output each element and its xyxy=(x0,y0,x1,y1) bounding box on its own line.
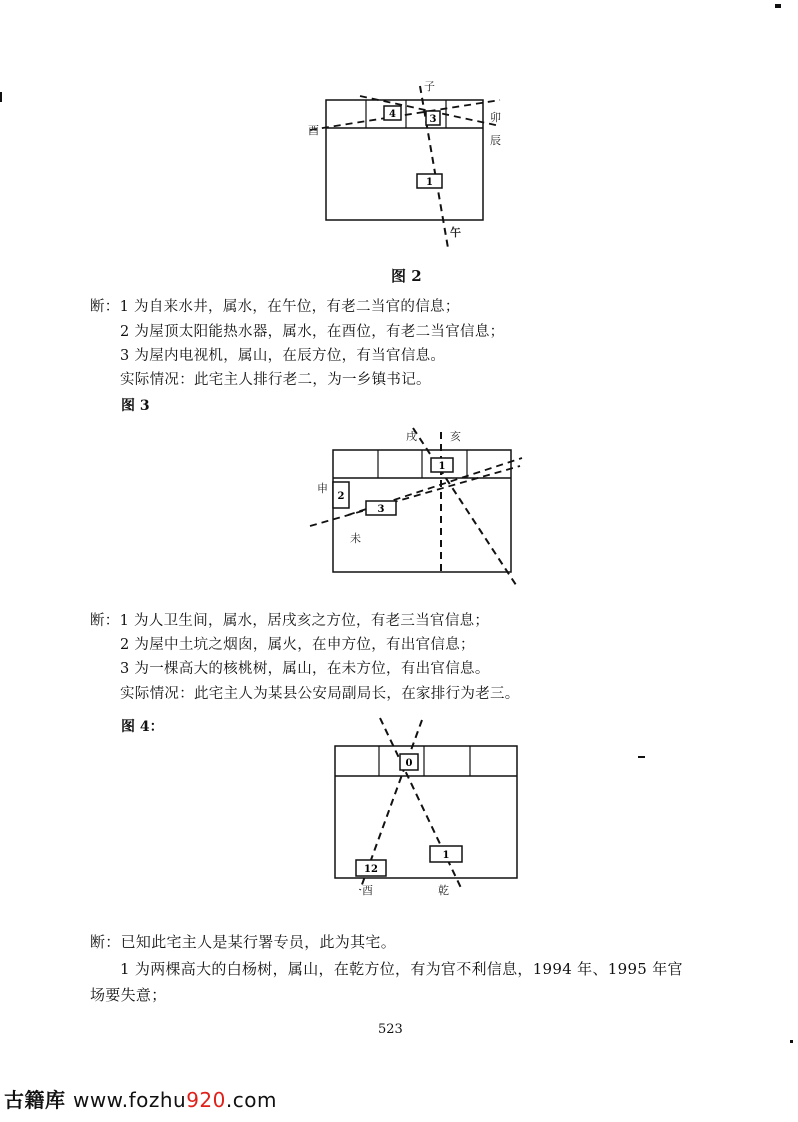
svg-text:酉: 酉 xyxy=(362,884,373,897)
scan-mark xyxy=(0,92,2,102)
text1-line: 实际情况：此宅主人排行老二，为一乡镇书记。 xyxy=(120,372,431,388)
text3-line: 场要失意； xyxy=(90,986,167,1004)
svg-text:1: 1 xyxy=(438,461,446,472)
text3-line: 1 为两棵高大的白杨树，属山，在乾方位，有为官不利信息，1994 年、1995 年官 xyxy=(120,960,683,978)
footer-site-highlight: 920 xyxy=(186,1088,226,1112)
svg-text:辰: 辰 xyxy=(490,134,501,147)
svg-text:申: 申 xyxy=(317,482,328,495)
text1-line: 断：1 为自来水井，属水，在午位，有老二当官的信息； xyxy=(90,299,460,315)
footer-watermark xyxy=(4,1084,277,1113)
text3-line: 断：已知此宅主人是某行署专员，此为其宅。 xyxy=(90,933,397,951)
svg-text:12: 12 xyxy=(364,864,378,875)
figure-3-title: 图 3 xyxy=(121,398,150,414)
text2-line: 2 为屋中土坑之烟囱，属火，在申方位，有出官信息； xyxy=(120,637,475,653)
svg-text:卯: 卯 xyxy=(490,111,501,124)
text2-line: 断：1 为人卫生间，属水，居戌亥之方位，有老三当官信息； xyxy=(90,613,490,629)
footer-brand: 古籍库 xyxy=(4,1088,66,1112)
svg-text:3: 3 xyxy=(429,114,437,125)
figure-2-diagram xyxy=(300,78,520,258)
svg-text:子: 子 xyxy=(424,80,435,93)
svg-text:戌: 戌 xyxy=(406,430,417,443)
text2-line: 3 为一棵高大的核桃树，属山，在未方位，有出官信息。 xyxy=(120,661,490,677)
svg-text:乾: 乾 xyxy=(438,884,449,897)
footer-site-suffix: .com xyxy=(225,1088,277,1112)
page-number: 523 xyxy=(378,1022,403,1037)
svg-text:未: 未 xyxy=(350,532,361,545)
svg-text:午: 午 xyxy=(450,226,461,239)
text1-line: 3 为屋内电视机，属山，在辰方位，有当官信息。 xyxy=(120,348,446,364)
text2-line: 实际情况：此宅主人为某县公安局副局长，在家排行为老三。 xyxy=(120,686,520,702)
text1-line: 2 为屋顶太阳能热水器，属水，在酉位，有老二当官信息； xyxy=(120,324,505,340)
figure-3-diagram xyxy=(300,420,530,600)
scan-mark xyxy=(638,756,645,758)
figure-2-title: 图 2 xyxy=(391,267,422,285)
svg-text:4: 4 xyxy=(389,109,396,120)
svg-text:0: 0 xyxy=(405,758,413,769)
figure-4-diagram xyxy=(320,714,530,904)
figure-4-title: 图 4： xyxy=(121,719,164,735)
svg-text:1: 1 xyxy=(442,850,450,861)
scan-mark xyxy=(790,1040,793,1043)
footer-site-prefix: www.fozhu xyxy=(72,1088,187,1112)
svg-text:酉: 酉 xyxy=(308,124,319,137)
scan-mark xyxy=(775,4,781,8)
svg-text:2: 2 xyxy=(337,491,345,502)
svg-text:3: 3 xyxy=(377,504,385,515)
svg-text:亥: 亥 xyxy=(450,430,461,443)
svg-text:1: 1 xyxy=(426,177,433,188)
